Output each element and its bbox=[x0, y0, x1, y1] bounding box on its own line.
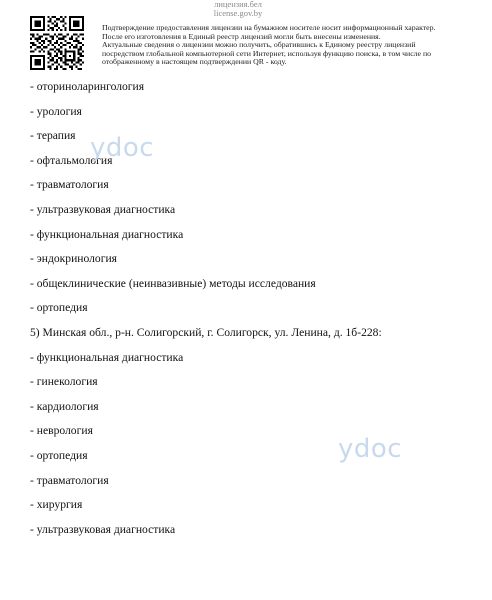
service-item: - ортопедия bbox=[30, 301, 88, 315]
service-item: - урология bbox=[30, 104, 82, 118]
service-item: - оториноларингология bbox=[30, 80, 145, 93]
service-item: - функциональная диагностика bbox=[30, 350, 184, 364]
service-item: - травматология bbox=[30, 178, 109, 192]
service-item: - ортопедия bbox=[30, 448, 88, 462]
services-list bbox=[30, 80, 470, 547]
service-item: - функциональная диагностика bbox=[30, 227, 184, 241]
service-item: - общеклинические (неинвазивные) методы исследования bbox=[30, 276, 316, 290]
service-item: - гинекология bbox=[30, 375, 98, 389]
service-item: - эндокринология bbox=[30, 252, 117, 266]
service-item: - кардиология bbox=[30, 399, 99, 413]
license-notice bbox=[102, 24, 472, 67]
notice-line: посредством глобальной компьютерной сети Интернет, используя функцию поиска, в том числе по bbox=[102, 48, 432, 58]
watermark: ydoc bbox=[338, 434, 403, 464]
domain-line: лицензия.бел bbox=[214, 0, 262, 9]
qr-code bbox=[30, 16, 84, 70]
notice-line: После его изготовления в Единый реестр лицензий могли быть внесены изменения. bbox=[102, 31, 381, 41]
service-item: - ультразвуковая диагностика bbox=[30, 202, 176, 216]
service-item: - хирургия bbox=[30, 498, 83, 512]
watermark: ydoc bbox=[90, 133, 155, 163]
notice-line: Подтверждение предоставления лицензии на бумажном носителе носит информационный характер. bbox=[102, 23, 436, 32]
address-heading: 5) Минская обл., р-н. Солигорский, г. Солигорск, ул. Ленина, д. 1б-228: bbox=[30, 325, 382, 339]
service-item: - офтальмология bbox=[30, 153, 113, 167]
service-item: - ультразвуковая диагностика bbox=[30, 522, 176, 536]
service-item: - неврология bbox=[30, 424, 93, 438]
license-domains bbox=[198, 0, 278, 18]
service-item: - травматология bbox=[30, 473, 109, 487]
domain-line: license.gov.by bbox=[213, 8, 263, 18]
notice-line: Актуальные сведения о лицензии можно получить, обратившись к Единому реестру лицензий bbox=[102, 40, 416, 50]
service-item: - терапия bbox=[30, 129, 76, 143]
notice-line: отображенному в настоящем подтверждении QR - коду. bbox=[102, 57, 287, 67]
